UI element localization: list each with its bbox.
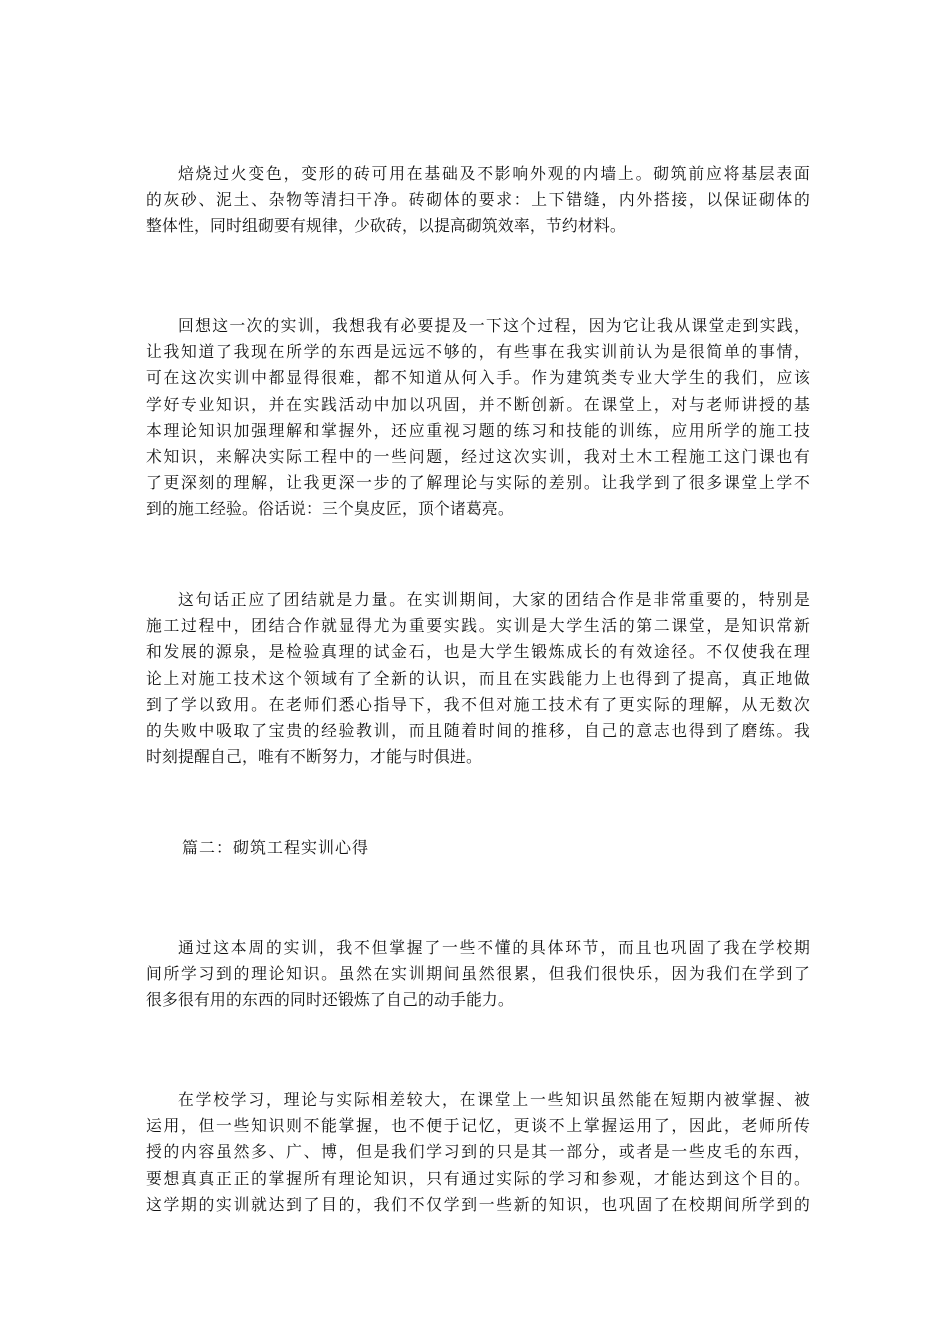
paragraph-line: 通过这本周的实训，我不但掌握了一些不懂的具体环节，而且也巩固了我在学校期	[178, 938, 810, 957]
paragraph-line: 回想这一次的实训，我想我有必要提及一下这个过程，因为它让我从课堂走到实践，	[178, 316, 810, 335]
section-heading: 篇二：砌筑工程实训心得	[182, 838, 370, 857]
paragraph-line: 术知识，来解决实际工程中的一些问题，经过这次实训，我对土木工程施工这门课也有	[146, 446, 810, 466]
paragraph-line: 很多很有用的东西的同时还锻炼了自己的动手能力。	[146, 990, 514, 1010]
paragraph-line: 到的施工经验。俗话说：三个臭皮匠，顶个诸葛亮。	[146, 499, 514, 519]
paragraph-line: 让我知道了我现在所学的东西是远远不够的，有些事在我实训前认为是很简单的事情，	[146, 342, 810, 362]
paragraph-line: 本理论知识加强理解和掌握外，还应重视习题的练习和技能的训练，应用所学的施工技	[146, 420, 810, 440]
paragraph-2	[146, 313, 810, 523]
paragraph-line: 时刻提醒自己，唯有不断努力，才能与时俱进。	[146, 747, 482, 767]
paragraph-line: 论上对施工技术这个领域有了全新的认识，而且在实践能力上也得到了提高，真正地做	[146, 668, 810, 688]
paragraph-5	[146, 1087, 810, 1218]
paragraph-line: 间所学习到的理论知识。虽然在实训期间虽然很累，但我们很快乐，因为我们在学到了	[146, 964, 810, 984]
paragraph-line: 到了学以致用。在老师们悉心指导下，我不但对施工技术有了更实际的理解，从无数次	[146, 694, 810, 714]
paragraph-3	[146, 587, 810, 770]
paragraph-line: 在学校学习，理论与实际相差较大，在课堂上一些知识虽然能在短期内被掌握、被	[178, 1090, 810, 1109]
paragraph-line: 的灰砂、泥土、杂物等清扫干净。砖砌体的要求：上下错缝，内外搭接，以保证砌体的	[146, 190, 810, 210]
paragraph-line: 整体性，同时组砌要有规律，少砍砖，以提高砌筑效率，节约材料。	[146, 216, 626, 236]
paragraph-line: 的失败中吸取了宝贵的经验教训，而且随着时间的推移，自己的意志也得到了磨练。我	[146, 720, 810, 740]
paragraph-line: 要想真真正正的掌握所有理论知识，只有通过实际的学习和参观，才能达到这个目的。	[146, 1168, 810, 1188]
paragraph-line: 运用，但一些知识则不能掌握，也不便于记忆，更谈不上掌握运用了，因此，老师所传	[146, 1116, 810, 1136]
paragraph-4	[146, 935, 810, 1014]
paragraph-line: 施工过程中，团结合作就显得尤为重要实践。实训是大学生活的第二课堂，是知识常新	[146, 616, 810, 636]
paragraph-1	[146, 161, 810, 240]
paragraph-line: 学好专业知识，并在实践活动中加以巩固，并不断创新。在课堂上，对与老师讲授的基	[146, 394, 810, 414]
paragraph-line: 焙烧过火变色，变形的砖可用在基础及不影响外观的内墙上。砌筑前应将基层表面	[178, 164, 810, 183]
paragraph-line: 和发展的源泉，是检验真理的试金石，也是大学生锻炼成长的有效途径。不仅使我在理	[146, 642, 810, 662]
paragraph-line: 了更深刻的理解，让我更深一步的了解理论与实际的差别。让我学到了很多课堂上学不	[146, 473, 810, 493]
paragraph-line: 这句话正应了团结就是力量。在实训期间，大家的团结合作是非常重要的，特别是	[178, 590, 810, 609]
paragraph-line: 授的内容虽然多、广、博，但是我们学习到的只是其一部分，或者是一些皮毛的东西，	[146, 1142, 810, 1162]
paragraph-line: 这学期的实训就达到了目的，我们不仅学到一些新的知识，也巩固了在校期间所学到的	[146, 1194, 810, 1214]
paragraph-line: 可在这次实训中都显得很难，都不知道从何入手。作为建筑类专业大学生的我们，应该	[146, 368, 810, 388]
